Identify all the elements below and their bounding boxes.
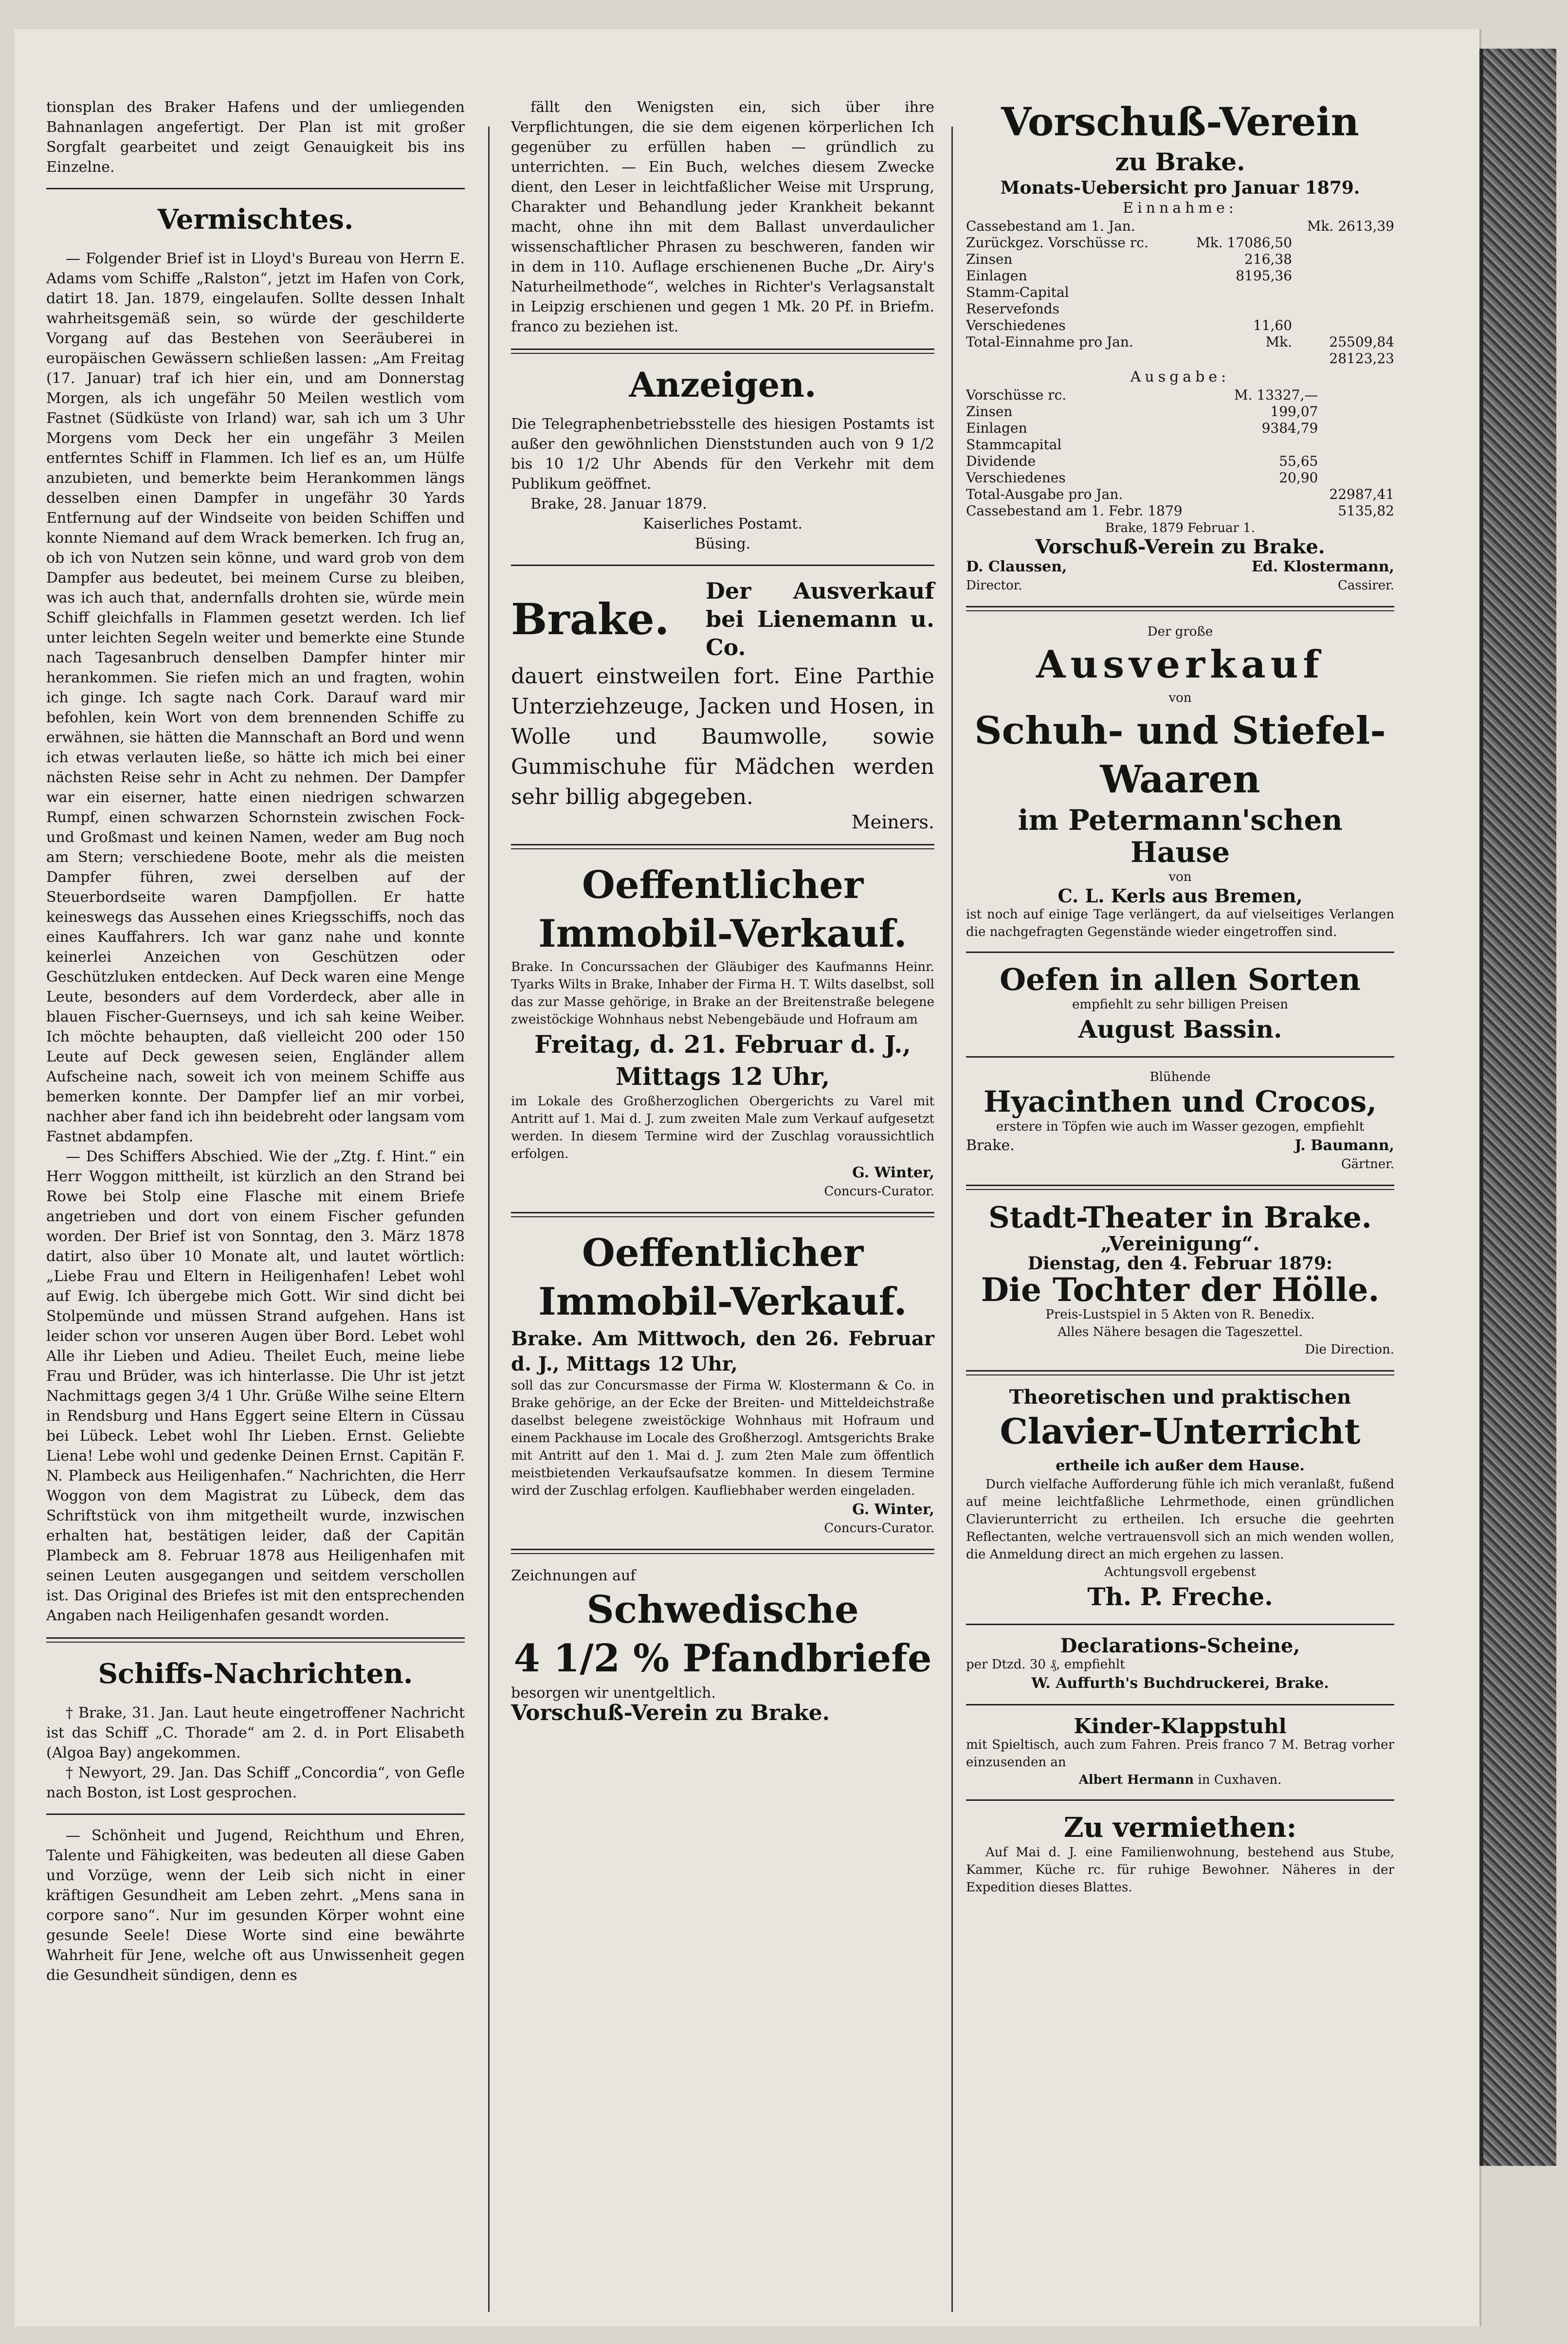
table-row [966,268,1394,284]
table-row [966,334,1394,350]
ad-text: besorgen wir unentgeltlich. [511,1685,716,1702]
ad-title-2: Schuh- und Stiefel- [974,709,1386,753]
ad-text: Preis-Lustspiel in 5 Akten von R. Benedix. [1045,1307,1315,1322]
ad-immobil-1 [511,861,934,1200]
table-row [966,470,1394,486]
divider [511,348,934,354]
cell-a: 20,90 [1279,470,1318,486]
table-row [966,453,1394,470]
ad-title: Ausverkauf [1036,642,1325,687]
table-row [966,403,1394,420]
ad-telegraph-sig1: Kaiserliches Postamt. [643,515,802,532]
ad-declarations [966,1636,1394,1693]
ad-name: J. Baumann, [1295,1137,1394,1154]
cell-label: Vorschüsse rc. [966,387,1067,403]
article-farewell: — Des Schiffers Abschied. Wie der „Ztg. f. Hint.“ ein Herr Woggon mittheilt, ist kürzlich an den Strand bei Rowe bei Stolp eine Flasche mit einem Briefe angetrieben und dort von einem Fischer gefunden worden. Der Brief ist von Sonntag, den 3. März 1878 datirt, also über 10 Monate alt, und lautet wörtlich: „Liebe Frau und Eltern in Heiligenhafen! Lebet wohl auf Ewig. Ich übergebe mich Gott. Wir sind dicht bei Stolpemünde und müssen Strand aufgehen. Hans ist leider schon vor unseren Augen über Bord. Lebet wohl Alle ihr Lieben und Adieu. Theilet Euch, meine liebe Frau und Brüder, was ich hinterlasse. Die Uhr ist jetzt Nachmittags gegen 3/4 1 Uhr. Grüße Wilhe seine Eltern in Rendsburg und Hans Eggert seine Eltern in Cüssau bei Lübeck. Lebet wohl Ihr Lieben. Ernst. Geliebte Liena! Lebe wohl und gedenke Deinen Ernst. Capitän F. N. Plambeck aus Heiligenhafen.“ Nachrichten, die Herr Woggon von dem Magistrat zu Lübeck, dem das Schriftstück von ihm mitgetheilt wurde, inzwischen erhalten hat, bestätigen leider, daß der Capitän Plambeck am 8. Februar 1878 aus Heiligenhafen mit seinen Leuten ausgegangen und seitdem verschollen ist. Das Original des Briefes ist mit den entsprechenden Angaben nach Heiligenhafen gesandt worden. [46,1148,465,1624]
ad-date: Brake. Am Mittwoch, den 26. Februar d. J., Mittags 12 Uhr, [511,1327,934,1375]
cell-label: Dividende [966,453,1036,469]
ad-date: Dienstag, den 4. Februar 1879: [1027,1253,1333,1274]
cell-a [1220,437,1318,453]
ad-pre: Theoretischen und praktischen [1009,1386,1351,1409]
divider [46,188,465,189]
income-head: Einnahme: [1123,200,1238,217]
cell-a [1180,350,1292,367]
cell-label: Zinsen [966,251,1013,267]
cell-b [1318,387,1394,403]
ad-text: Auf Mai d. J. eine Familienwohnung, bestehend aus Stube, Kammer, Küche rc. für ruhige Bewohner. Näheres in der Expedition dieses Blattes. [966,1845,1394,1895]
ad-name: August Bassin. [1078,1015,1282,1044]
ad-hyacinthen [966,1068,1394,1173]
divider [511,565,934,566]
cell-a: 199,07 [1270,403,1318,420]
divider [966,1799,1394,1801]
cell-b: 5135,82 [1338,503,1394,519]
ad-title: Oefen in allen Sorten [1000,962,1361,997]
ad-telegraph-sig2: Büsing. [694,535,751,552]
table-row [966,486,1394,503]
cell-b: 28123,23 [1329,350,1394,366]
cell-label: Cassebestand am 1. Febr. 1879 [966,503,1183,519]
ad-title: Schwedische [586,1588,859,1632]
cell-b: 25509,84 [1329,334,1394,350]
ad-title-2: Immobil-Verkauf. [538,912,907,956]
column-divider [488,127,490,2312]
cell-b [1318,470,1394,486]
ad-place: Brake. [511,593,670,644]
ad-title: Clavier-Unterricht [1000,1410,1361,1452]
cell-label: Total-Einnahme pro Jan. [966,334,1133,350]
ad-clavier [966,1387,1394,1613]
ad-text: dauert einstweilen fort. Eine Parthie Unterziehzeuge, Jacken und Hosen, in Wolle und Baumwolle, sowie Gummischuhe für Mädchen werden sehr billig abgegeben. [511,664,934,809]
ad-title: Stadt-Theater in Brake. [988,1201,1372,1235]
cell-a: Mk. [1265,334,1292,350]
vorschuss-signature: Vorschuß-Verein zu Brake. [1035,535,1325,558]
cell-b: 22987,41 [1329,486,1394,502]
column-1 [46,97,465,1985]
cell-a [1220,486,1318,503]
divider [511,1549,934,1554]
book-review-text: fällt den Wenigsten ein, sich über ihre Verpflichtungen, die sie dem eigenen körperlichen Ich gegenüber zu erfüllen haben — gründlich zu unterrichten. — Ein Buch, welches diesem Zwecke dient, den Leser in leichtfaßlicher Weise mit Ursprung, Charakter und Behandlung jeder Krankheit bekannt macht, ohne ihn mit dem Ballast unverdaulicher wissenschaftlicher Phrasen zu beschweren, fanden wir in dem in 110. Auflage erschienenen Buche „Dr. Airy's Naturheilmethode“, welches in Richter's Verlagsanstalt in Leipzig erschienen und gegen 1 Mk. 20 Pf. in Briefm. franco zu beziehen ist. [511,99,934,335]
ad-text: empfiehlt zu sehr billigen Preisen [1072,997,1289,1012]
ad-title: Hyacinthen und Crocos, [983,1085,1377,1119]
table-row [966,284,1394,301]
divider [966,1704,1394,1705]
book-binding-edge [1479,49,1556,2166]
ad-immobil-2 [511,1229,934,1537]
ad-signature: Th. P. Freche. [1087,1582,1273,1611]
ad-von: von [1168,691,1192,705]
heading-ships: Schiffs-Nachrichten. [98,1658,413,1690]
vorschuss-title: Vorschuß-Verein [1001,99,1359,145]
cell-a [1180,301,1292,317]
ad-play: Die Tochter der Hölle. [981,1271,1380,1309]
divider [966,1185,1394,1190]
ad-text: mit Spieltisch, auch zum Fahren. Preis franco 7 M. Betrag vorher einzusenden an [966,1738,1394,1770]
ad-signature: W. Auffurth's Buchdruckerei, Brake. [1031,1675,1329,1692]
cell-label: Verschiedenes [966,317,1066,333]
heading-misc: Vermischtes. [157,203,354,236]
cell-a [1220,503,1318,519]
ad-ausverkauf-lienemann [511,577,934,832]
table-row [966,350,1394,367]
ad-pre: Zeichnungen auf [511,1567,636,1584]
ad-signature: Meiners. [851,811,934,833]
ad-name: Albert Hermann [1078,1773,1194,1787]
cell-b [1292,301,1394,317]
cell-label: Einlagen [966,268,1027,284]
ad-telegraph [511,414,934,554]
cell-label: Reservefonds [966,301,1059,317]
divider [966,1056,1394,1058]
ad-role: Gärtner. [1341,1157,1394,1172]
ad-title: Zu vermiethen: [1063,1812,1297,1844]
ad-signature: G. Winter, [852,1501,934,1518]
expense-head: Ausgabe: [1130,368,1230,385]
ad-pre: Blühende [1149,1070,1211,1084]
ad-title: Declarations-Scheine, [1060,1634,1300,1657]
ad-pre: Der große [1147,624,1213,639]
signatory-2-name: Ed. Klostermann, [1251,558,1394,575]
cell-b: Mk. 2613,39 [1307,218,1394,234]
cell-a: 8195,36 [1236,268,1292,284]
divider [966,1624,1394,1625]
ad-text-2: im Lokale des Großherzoglichen Obergerichts zu Varel mit Antritt auf 1. Mai d. J. zum zweiten Male zum Verkauf aufgesetzt werden. In diesem Termine wird der Zuschlag voraussichtlich erfolgen. [511,1094,934,1161]
vorschuss-sub: zu Brake. [1115,147,1245,176]
ad-title-4: im Petermann'schen Hause [1018,804,1343,869]
cell-b [1292,284,1394,301]
cell-a: 216,38 [1244,251,1292,267]
cell-label [966,350,1180,367]
signatory-1-name: D. Claussen, [966,558,1067,575]
ad-text: Durch vielfache Aufforderung fühle ich mich veranlaßt, fußend auf meine leichtfaßliche Lehrmethode, einen gründlichen Clavierunterricht zu ertheilen. Ich ersuche die geehrten Reflectanten, welche vertrauensvoll sich an mich wenden wollen, die Anmeldung direct an mich ergehen zu lassen. [966,1477,1394,1562]
ad-date: Freitag, d. 21. Februar d. J., [534,1030,911,1059]
intro-text: tionsplan des Braker Hafens und der umliegenden Bahnanlagen angefertigt. Der Plan ist mit großer Sorgfalt gearbeitet und zeigt Genauigkeit bis ins Einzelne. [46,99,465,176]
cell-label: Stammcapital [966,437,1062,453]
ad-sub: ertheile ich außer dem Hause. [1056,1457,1305,1474]
cell-label: Einlagen [966,420,1027,436]
cell-b [1318,420,1394,437]
ad-von-2: von [1168,870,1192,884]
ad-text: soll das zur Concursmasse der Firma W. Klostermann & Co. in Brake gehörige, an der Ecke der Breiten- und Mitteldeichstraße daselbst belegene zweistöckige Wohnhaus mit Hofraum und einem Packhause im Locale des Großherzogl. Amtsgerichts Brake mit Antritt auf den 1. Mai d. J. zum 2ten Male zum öffentlich meistbietenden Verkaufsaufsatze kommen. In diesem Termine wird der Zuschlag erfolgen. Kaufliebhaber werden eingeladen. [511,1378,934,1498]
expense-table [966,387,1394,519]
ad-head: Der Ausverkauf bei Lienemann u. Co. [706,578,934,660]
cell-label: Verschiedenes [966,470,1066,486]
divider [966,1370,1394,1375]
table-row [966,235,1394,251]
ad-signature-role: Concurs-Curator. [824,1184,934,1199]
ad-title-3: Waaren [1100,757,1260,802]
ad-signature: G. Winter, [852,1164,934,1181]
cell-a: Mk. 17086,50 [1196,235,1292,251]
vorschuss-head: Monats-Uebersicht pro Januar 1879. [1000,178,1360,198]
ad-telegraph-date: Brake, 28. Januar 1879. [530,495,707,513]
cell-b [1292,235,1394,251]
cell-b [1292,251,1394,268]
ship-news-2: † Newyort, 29. Jan. Das Schiff „Concordia“, von Gefle nach Boston, ist Lost gesprochen. [46,1764,465,1801]
vorschuss-date: Brake, 1879 Februar 1. [1105,521,1255,535]
signatory-1-role: Director. [966,578,1022,593]
cell-a [1180,284,1292,301]
ad-text: per Dtzd. 30 ₰, empfiehlt [966,1657,1125,1672]
cell-a: 9384,79 [1261,420,1318,436]
divider [511,844,934,849]
ad-time: Mittags 12 Uhr, [615,1062,830,1091]
ad-theater [966,1202,1394,1358]
ad-text-2: Alles Nähere besagen die Tageszettel. [1057,1325,1303,1339]
table-row [966,503,1394,519]
ad-title-2: 4 1/2 % Pfandbriefe [513,1636,932,1681]
article-letter: — Folgender Brief ist in Lloyd's Bureau von Herrn E. Adams vom Schiffe „Ralston“, jetzt im Hafen von Cork, datirt 18. Jan. 1879, eingelaufen. Sollte dessen Inhalt wahrheitsgemäß sein, so würde der geschilderte Vorgang auf das Bestehen von Seeräuberei in europäischen Gewässern schließen lassen: „Am Freitag (17. Januar) traf ich hier ein, und am Donnerstag Morgen, als ich ungefähr 50 Meilen westlich vom Fastnet (Südküste von Irland) war, sah ich um 3 Uhr Morgens vom Deck her ein ungefähr 3 Meilen entferntes Schiff in Flammen. Ich lief es an, um Hülfe anzubieten, und bemerkte beim Herankommen längs desselben einen Dampfer in ungefähr 30 Yards Entfernung auf der Windseite von beiden Schiffen und konnte Niemand auf dem Wrack bemerken. Ich frug an, ob ich von Nutzen sein könne, und ward grob von dem Dampfer aus bedeutet, bei meinem Curse zu bleiben, was ich auch that, andernfalls drohten sie, würde mein Schiff gleichfalls in Flammen gesetzt werden. Ich lief unter leichten Segeln weiter und bemerkte eine Stunde nach Tagesanbruch denselben Dampfer hinter mir herankommen. Sie riefen mich an und fragten, wohin ich ginge. Ich sagte nach Cork. Darauf ward mir befohlen, kein Wort von dem brennenden Schiffe zu erwähnen, sie hätten die Mannschaft an Bord und wenn ich etwas verlauten ließe, so hätte ich mich bei einer nächsten Reise sehr in Acht zu nehmen. Der Dampfer war ein eiserner, hatte einen niedrigen schwarzen Rumpf, einen schwarzen Schornstein zwischen Fock- und Großmast und keinen Namen, weder am Bug noch am Stern; verschiedene Boote, mehr als die meisten Dampfer führen, zwei derselben auf der Steuerbordseite waren Dampfjollen. Er hatte keineswegs das Aussehen eines Kriegsschiffs, noch das eines Kauffahrers. Ich war ganz nahe und konnte keinerlei Anzeichen von Geschützen oder Geschützluken entdecken. Auf Deck waren eine Menge Leute, besonders auf dem Vorderdeck, aber alle in blauen Fischer-Guernseys, und ich sah keine Weiber. Ich möchte behaupten, daß vielleicht 200 oder 150 Leute auf Deck gewesen seien, Engländer allem Aufscheine nach, soweit ich von meinem Schiffe aus bemerken konnte. Der Dampfer lief an mir vorbei, nachher aber fand ich ihn beidebreht oder langsam vom Fastnet abdampfen. [46,250,465,1145]
table-row [966,317,1394,334]
ad-title: Kinder-Klappstuhl [1074,1714,1287,1738]
table-row [966,437,1394,453]
ad-signature: Die Direction. [1305,1342,1394,1357]
ad-text: ist noch auf einige Tage verlängert, da auf vielseitiges Verlangen die nachgefragten Gegenstände wieder eingetroffen sind. [966,907,1394,939]
cell-a [1180,218,1292,235]
ad-vermiethen [966,1812,1394,1896]
divider [966,952,1394,953]
ad-klappstuhl [966,1716,1394,1789]
cell-a: 55,65 [1279,453,1318,469]
heading-ads: Anzeigen. [629,365,817,405]
table-row [966,218,1394,235]
ad-title-2: Immobil-Verkauf. [538,1280,907,1324]
ad-signature: Vorschuß-Verein zu Brake. [511,1701,830,1725]
ad-signature-role: Concurs-Curator. [824,1521,934,1536]
ad-closing: Achtungsvoll ergebenst [1104,1565,1256,1579]
cell-label: Zinsen [966,403,1013,420]
cell-b [1318,437,1394,453]
ad-name: C. L. Kerls aus Bremen, [1057,885,1303,907]
column-3 [966,97,1394,1900]
signatory-2-role: Cassirer. [1337,578,1394,593]
cell-a: M. 13327,— [1234,387,1318,403]
ship-news-1: † Brake, 31. Jan. Laut heute eingetroffener Nachricht ist das Schiff „C. Thorade“ am 2. d. in Port Elisabeth (Algoa Bay) angekommen. [46,1704,465,1761]
ad-place: in Cuxhaven. [1198,1773,1282,1787]
cell-label: Total-Ausgabe pro Jan. [966,486,1123,502]
table-row [966,387,1394,403]
article-health: — Schönheit und Jugend, Reichthum und Ehren, Talente und Fähigkeiten, was bedeuten all diese Gaben und Vorzüge, wenn der Leib sich nicht in einer kräftigen Gesundheit am Leben zehrt. „Mens sana in corpore sano“. Nur im gesunden Körper wohnt eine gesunde Seele! Diese Worte sind eine bewährte Wahrheit für Jene, welche oft aus Unwissenheit gegen die Gesundheit sündigen, denn es [46,1827,465,1984]
divider [511,1212,934,1217]
table-row [966,420,1394,437]
cell-b [1318,453,1394,470]
ad-pfandbriefe [511,1566,934,1723]
divider [966,606,1394,611]
ad-place: Brake. [966,1137,1015,1154]
ad-sub: „Vereinigung“. [1100,1232,1260,1255]
ad-telegraph-text: Die Telegraphenbetriebsstelle des hiesigen Postamts ist außer den gewöhnlichen Dienststunden auch von 9 1/2 bis 10 1/2 Uhr Abends für den Verkehr mit dem Publikum geöffnet. [511,416,934,493]
ad-oefen [966,964,1394,1045]
column-divider [951,127,953,2312]
table-row [966,301,1394,317]
ad-title: Oeffentlicher [582,863,864,907]
ad-text: erstere in Töpfen wie auch im Wasser gezogen, empfiehlt [996,1119,1365,1134]
ad-title: Oeffentlicher [582,1231,864,1275]
ad-text: Brake. In Concurssachen der Gläubiger des Kaufmanns Heinr. Tyarks Wilts in Brake, Inhaber der Firma H. T. Wilts daselbst, soll das zur Masse gehörige, in Brake an der Breitenstraße belegene zweistöckige Wohnhaus nebst Nebengebäude und Hofraum am [511,960,934,1027]
cell-a: 11,60 [1253,317,1292,333]
divider [46,1813,465,1815]
cell-b [1292,268,1394,284]
cell-b [1292,317,1394,334]
cell-b [1318,403,1394,420]
cell-label: Stamm-Capital [966,284,1069,300]
income-table [966,218,1394,367]
cell-label: Cassebestand am 1. Jan. [966,218,1135,234]
ad-schuh-ausverkauf [966,623,1394,941]
divider [46,1637,465,1643]
column-2 [511,97,934,1727]
table-row [966,251,1394,268]
cell-label: Zurückgez. Vorschüsse rc. [966,235,1149,251]
